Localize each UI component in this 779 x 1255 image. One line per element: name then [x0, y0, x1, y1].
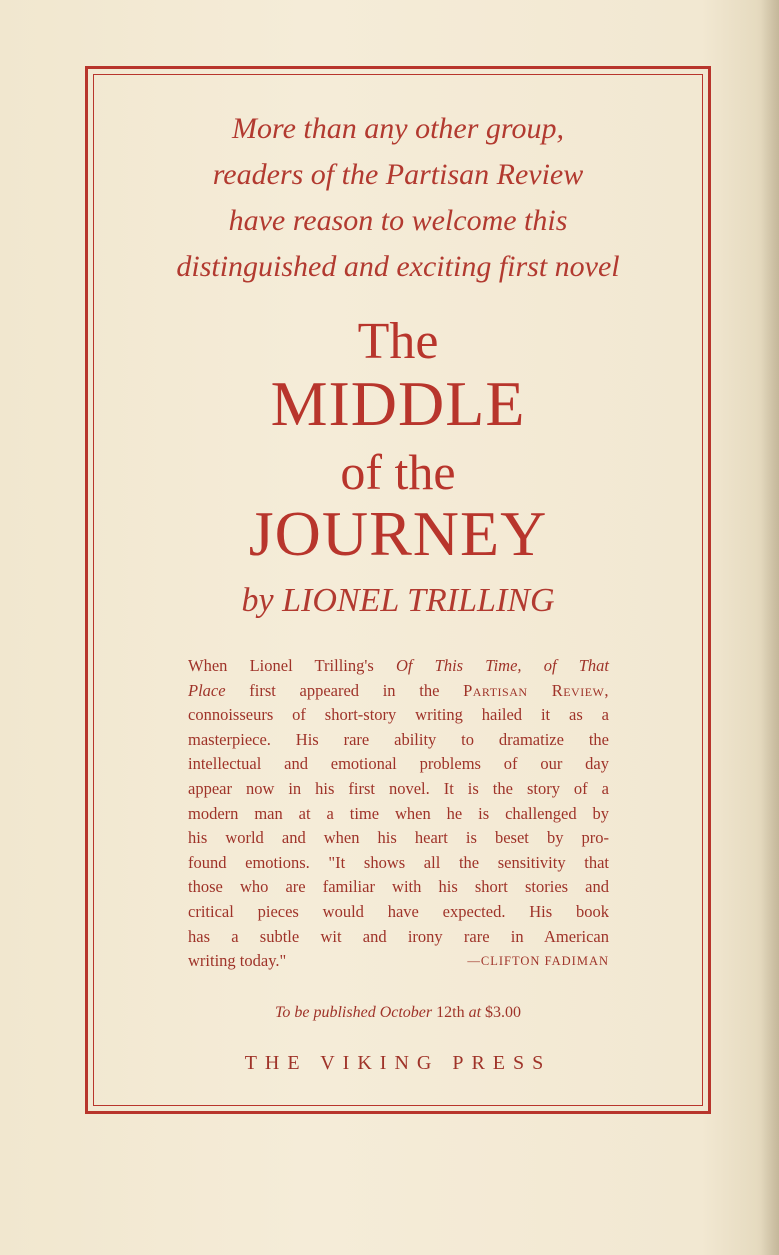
blurb-text: first appeared in the — [225, 680, 464, 700]
blurb-text: writing today." — [188, 951, 287, 971]
blurb-line: found emotions. "It shows all the sensitivity that — [188, 852, 609, 872]
price: $3.00 — [485, 1004, 522, 1021]
story-title: Place — [188, 680, 226, 700]
blurb-line: connoisseurs of short-story writing hailed it as a — [188, 705, 609, 725]
blurb-line: has a subtle wit and irony rare in American — [188, 926, 609, 946]
blurb-line: masterpiece. His rare ability to dramatize the — [188, 729, 609, 749]
blurb-line: appear now in his first novel. It is the story of a — [188, 778, 609, 798]
title-of-the: of the — [340, 444, 456, 500]
blurb-line: intellectual and emotional problems of our day — [188, 754, 609, 774]
magazine-name: Partisan Review, — [463, 680, 609, 700]
title-journey: JOURNEY — [248, 498, 548, 569]
book-description — [188, 654, 609, 974]
tagline-line: have reason to welcome this — [228, 204, 568, 237]
title-the: The — [357, 313, 439, 370]
blurb-last-line — [188, 949, 609, 974]
blurb-line — [188, 654, 609, 679]
blurb-line: critical pieces would have expected. His book — [188, 901, 609, 921]
byline-by: by — [241, 582, 274, 619]
blurb-line: those who are familiar with his short stories and — [188, 877, 609, 897]
author-byline — [95, 576, 701, 626]
blurb-line: his world and when his heart is beset by pro- — [188, 828, 609, 848]
publisher-name: THE VIKING PRESS — [244, 1052, 552, 1074]
tagline — [95, 106, 701, 290]
tagline-line: readers of the Partisan Review — [212, 158, 584, 191]
pub-date-text: To be published October — [274, 1004, 433, 1021]
title-middle: MIDDLE — [270, 368, 526, 439]
pub-day: 12th — [436, 1004, 465, 1021]
author-name: LIONEL TRILLING — [282, 582, 555, 619]
quote-attribution: —CLIFTON FADIMAN — [467, 954, 609, 969]
blurb-line — [188, 679, 609, 704]
story-title: Of This Time, of That — [395, 656, 609, 675]
tagline-line: distinguished and exciting first novel — [176, 250, 620, 283]
blurb-line: modern man at a time when he is challenged by — [188, 803, 609, 823]
publication-date — [95, 1004, 701, 1022]
tagline-line: More than any other group, — [232, 112, 564, 145]
page-edge-shadow — [761, 0, 779, 1255]
pub-at: at — [468, 1004, 482, 1021]
blurb-text: When Lionel Trilling's — [188, 656, 396, 675]
book-advertisement — [95, 76, 701, 1104]
